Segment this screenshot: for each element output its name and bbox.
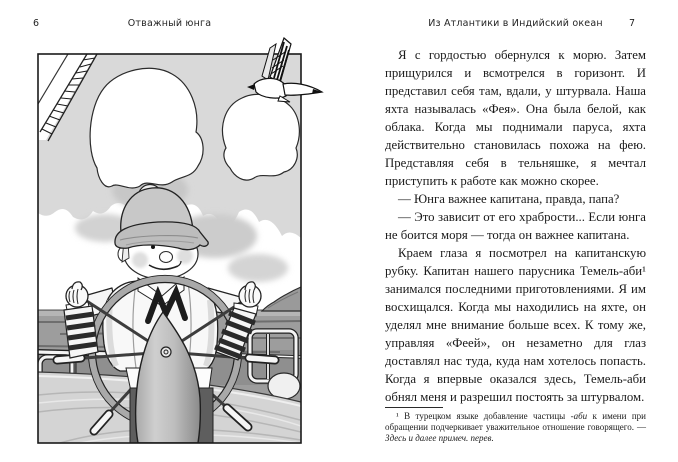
nose (160, 252, 173, 263)
footnote-part: ¹ В турецком языке добавление частицы (396, 411, 571, 421)
yacht-illustration (0, 30, 340, 462)
cloud-right (223, 94, 300, 180)
right-running-title: Из Атлантики в Индийский океан (428, 18, 603, 29)
paragraph: Краем глаза я посмотрел на капитанскую рубку. Капитан нашего парусника Темель-аби¹ занимался последними приготовлениями. Я им восхищался. Когда мы находились на яхте, он уделял мне внимание больше всех. К тому же, управляя «Феей», он незаметно для глаз доставлял нас туда, куда нам хотелось попасть. Когда я впервые оказался здесь, Темель-аби обнял меня и разрешил постоять за штурвалом. (385, 246, 646, 404)
footnote-text (385, 411, 646, 445)
footnote (385, 407, 646, 445)
left-page-number: 6 (33, 18, 40, 29)
footnote-rule (385, 407, 443, 408)
footnote-part: к имени при обращении подчеркивает уважительное отношение говорящего. — (385, 411, 646, 433)
footnote-particle: -аби (570, 411, 588, 421)
left-running-title: Отважный юнга (127, 18, 212, 29)
dialogue-line: — Юнга важнее капитана, правда, папа? (398, 192, 620, 206)
footnote-translator-note: Здесь и далее примеч. перев. (385, 433, 494, 444)
eye (151, 245, 155, 249)
paragraph: Я с гордостью обернулся к морю. Затем прищурился и всмотрелся в горизонт. И представил себя там, вдали, у штурвала. Наша яхта называлась «Фея». Она была белой, как облака. Когда мы поднимали паруса, яхта действительно становилась похожа на фею. Представляя себя в тельняшке, я мечтал приступить к работе как можно скорее. (385, 48, 646, 188)
cloud-large (90, 68, 203, 188)
right-page-number: 7 (629, 18, 636, 29)
body-text (385, 46, 646, 406)
dialogue-line: — Это зависит от его храбрости... Если юнга не боится моря — тогда он важнее капитана. (385, 210, 646, 242)
